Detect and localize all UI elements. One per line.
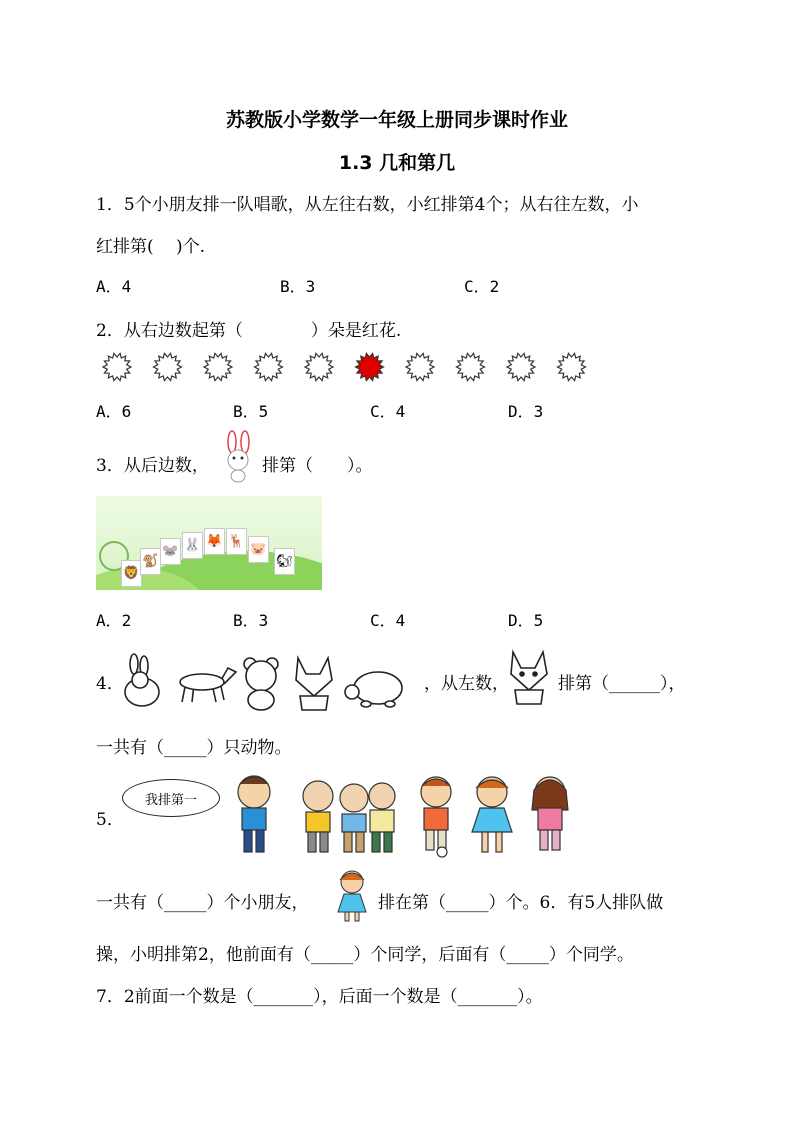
child-7-figure (532, 777, 568, 850)
child-2-figure (303, 781, 333, 852)
child-3-figure (340, 784, 368, 852)
flower-row (100, 350, 610, 384)
fox-card: 🦊 (204, 528, 225, 555)
q2-option-d[interactable]: D．3 (508, 402, 544, 421)
flower-8 (457, 353, 485, 380)
monkey-card: 🐒 (140, 548, 161, 575)
flower-7 (406, 353, 434, 380)
q2-option-b[interactable]: B．5 (233, 402, 269, 421)
page-subtitle: 1.3 几和第几 (338, 152, 456, 174)
deer-card: 🦌 (226, 528, 247, 555)
child-5-figure (421, 777, 451, 857)
q3-option-d[interactable]: D．5 (508, 611, 544, 630)
q4-text-mid: ，从左数， (424, 674, 509, 694)
speech-bubble: 我排第一 (122, 779, 220, 817)
q1-option-b[interactable]: B．3 (280, 277, 316, 296)
horse-outline-icon (180, 668, 236, 702)
bear-outline-icon (244, 658, 278, 710)
flower-10 (558, 353, 586, 380)
child-4-figure (369, 783, 395, 852)
animal-row (120, 652, 420, 712)
flower-1 (103, 353, 131, 380)
q4-number: 4． (96, 674, 124, 694)
q6-line2: 操，小明排第2，他前面有（_____）个同学，后面有（_____）个同学。 (96, 945, 634, 965)
flower-2 (154, 353, 182, 380)
rabbit-card: 🐰 (182, 532, 203, 559)
lion-card: 🦁 (121, 560, 142, 587)
children-row (230, 770, 590, 858)
q3-option-b[interactable]: B．3 (233, 611, 269, 630)
q5-line1-b: 排在第（_____）个。6．有5人排队做 (378, 893, 664, 913)
flower-3 (204, 353, 232, 380)
q5-line1-a: 一共有（_____）个小朋友， (96, 893, 309, 913)
child-1-figure (238, 776, 270, 852)
turtle-outline-icon (345, 672, 402, 707)
flower-5 (305, 353, 333, 380)
flower-4 (255, 353, 283, 380)
q4-text-after: 排第（______）， (558, 674, 686, 694)
rabbit-icon (218, 430, 258, 484)
q4-line2: 一共有（_____）只动物。 (96, 738, 292, 758)
girl-icon (332, 868, 372, 922)
q1-line1: 1．5个小朋友排一队唱歌，从左往右数，小红排第4个；从右往左数，小 (96, 195, 639, 215)
flower-6-red (356, 353, 384, 380)
q1-line2: 红排第( )个. (96, 237, 206, 257)
pig-card: 🐷 (248, 536, 269, 563)
q3-text-after: 排第（ ）。 (262, 456, 373, 476)
page-title: 苏教版小学数学一年级上册同步课时作业 (225, 109, 568, 131)
fox-icon (505, 646, 553, 708)
q2-option-c[interactable]: C．4 (370, 402, 406, 421)
q3-option-c[interactable]: C．4 (370, 611, 406, 630)
animal-queue-picture (96, 496, 322, 590)
fox-outline-icon (296, 658, 332, 710)
rabbit-outline-icon (125, 654, 159, 706)
q5-number: 5． (96, 810, 124, 830)
mouse-card: 🐭 (160, 538, 181, 565)
q3-option-a[interactable]: A．2 (96, 611, 132, 630)
q3-text-before: 3．从后边数， (96, 456, 209, 476)
squirrel-card: 🐿 (274, 548, 295, 575)
q1-option-a[interactable]: A．4 (96, 277, 132, 296)
flower-9 (507, 353, 535, 380)
q1-option-c[interactable]: C．2 (464, 277, 500, 296)
q2-text: 2．从右边数起第（ ）朵是红花. (96, 321, 402, 341)
q7-text: 7．2前面一个数是（_______），后面一个数是（_______）。 (96, 987, 543, 1007)
q2-option-a[interactable]: A．6 (96, 402, 132, 421)
child-6-figure (472, 777, 512, 852)
